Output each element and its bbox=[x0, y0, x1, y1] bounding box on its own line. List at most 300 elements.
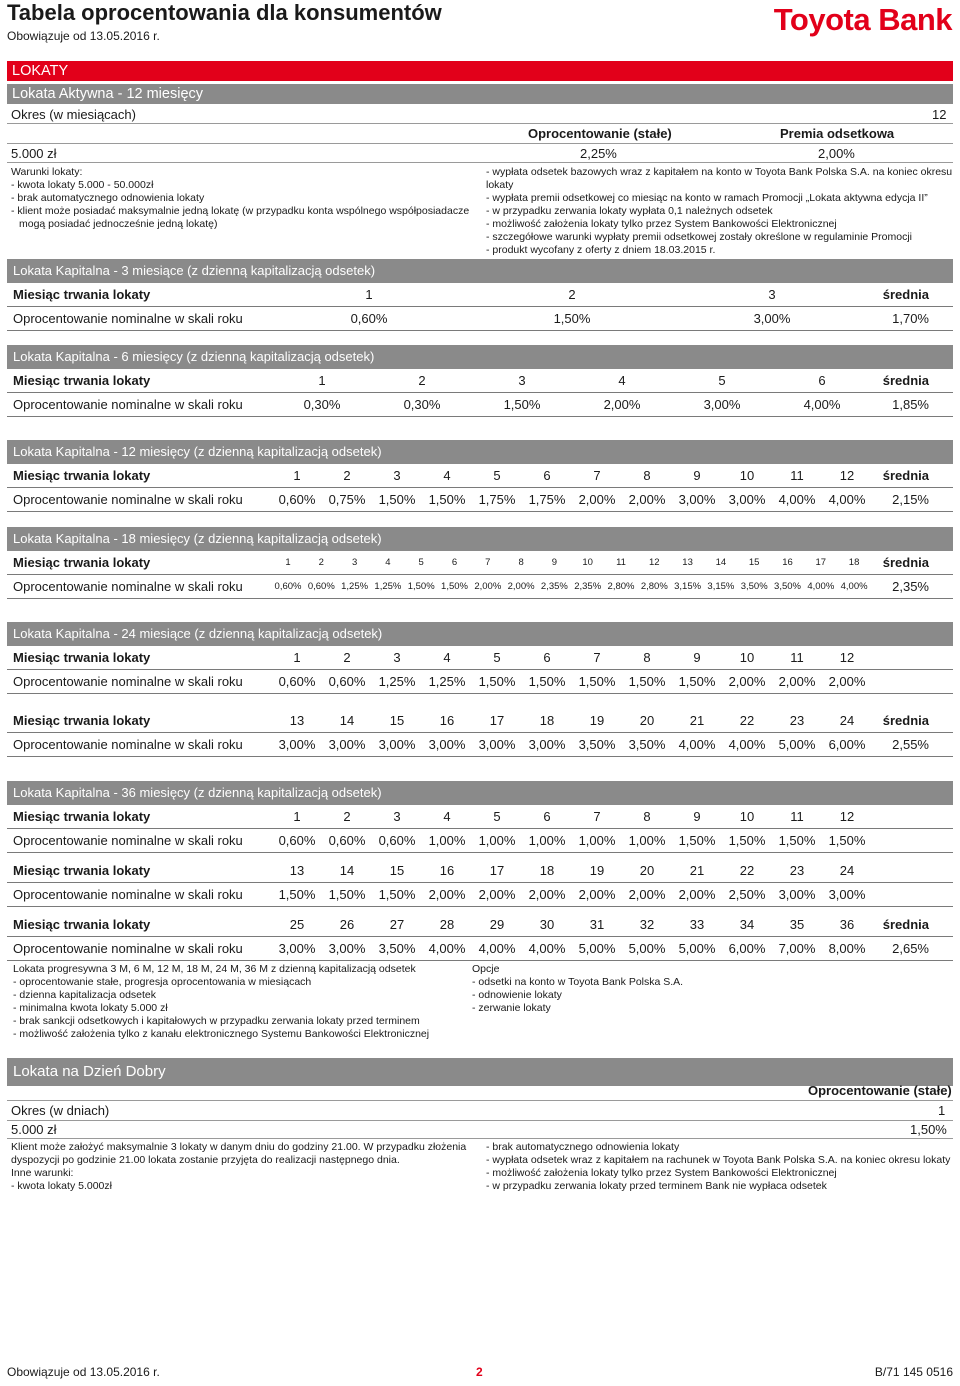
brand-logo: Toyota Bank bbox=[773, 2, 952, 37]
month-cell: 18 bbox=[539, 863, 555, 878]
month-cell: 12 bbox=[839, 809, 855, 824]
avg-value: 2,55% bbox=[892, 737, 929, 752]
note-line: - dzienna kapitalizacja odsetek bbox=[13, 989, 157, 1001]
month-cell: 1 bbox=[285, 557, 291, 568]
rate-cell: 2,00% bbox=[428, 887, 466, 902]
rate-cell: 6,00% bbox=[728, 941, 766, 956]
rate-cell: 3,50% bbox=[628, 737, 666, 752]
rate-cell: 2,80% bbox=[607, 581, 635, 592]
period-value: 1 bbox=[938, 1103, 946, 1118]
rate-cell: 0,60% bbox=[350, 311, 388, 326]
month-cell: 18 bbox=[539, 713, 555, 728]
month-cell: 2 bbox=[418, 373, 426, 388]
rate-cell: 1,25% bbox=[374, 581, 402, 592]
rate-row-label: Oprocentowanie nominalne w skali roku bbox=[13, 579, 243, 594]
month-row-label: Miesiąc trwania lokaty bbox=[13, 863, 151, 878]
month-cell: 5 bbox=[493, 809, 501, 824]
rate-row bbox=[7, 393, 953, 417]
month-cell: 3 bbox=[393, 809, 401, 824]
divider bbox=[7, 123, 953, 124]
amount-value: 5.000 zł bbox=[11, 1122, 57, 1137]
note-line: - brak automatycznego odnowienia lokaty bbox=[11, 192, 205, 204]
month-cell: 6 bbox=[543, 809, 551, 824]
month-cell: 2 bbox=[343, 809, 351, 824]
month-cell: 19 bbox=[589, 713, 605, 728]
month-cell: 14 bbox=[339, 713, 355, 728]
rate-cell: 3,00% bbox=[778, 887, 816, 902]
row-divider bbox=[7, 598, 953, 599]
note-line: - zerwanie lokaty bbox=[472, 1002, 551, 1014]
month-cell: 3 bbox=[393, 650, 401, 665]
note-line: - możliwość założenia lokaty tylko przez System Bankowości Elektronicznej bbox=[486, 1167, 837, 1179]
rate-cell: 2,00% bbox=[678, 887, 716, 902]
month-cell: 7 bbox=[593, 650, 601, 665]
rate-cell: 4,00% bbox=[428, 941, 466, 956]
rate-cell: 1,50% bbox=[378, 492, 416, 507]
avg-header: średnia bbox=[882, 917, 929, 932]
note-line: - kwota lokaty 5.000 - 50.000zł bbox=[11, 179, 154, 191]
rate-cell: 3,00% bbox=[753, 311, 791, 326]
month-cell: 11 bbox=[790, 650, 804, 665]
month-cell: 1 bbox=[293, 809, 301, 824]
rate-cell: 2,00% bbox=[478, 887, 516, 902]
month-cell: 35 bbox=[789, 917, 805, 932]
rate-row-label: Oprocentowanie nominalne w skali roku bbox=[13, 674, 243, 689]
rate-cell: 2,00% bbox=[474, 581, 502, 592]
month-row bbox=[7, 709, 953, 733]
note-line: - szczegółowe warunki wypłaty premii odsetkowej zostały określone w regulaminie Promocji bbox=[486, 231, 913, 243]
rate-cell: 3,50% bbox=[774, 581, 801, 592]
rate-cell: 2,00% bbox=[603, 397, 641, 412]
month-cell: 7 bbox=[485, 557, 491, 568]
period-label: Okres (w dniach) bbox=[11, 1103, 110, 1118]
rate-cell: 8,00% bbox=[828, 941, 866, 956]
rate-cell: 1,25% bbox=[428, 674, 466, 689]
month-cell: 1 bbox=[365, 287, 373, 302]
month-cell: 32 bbox=[639, 917, 655, 932]
rate-cell: 1,00% bbox=[428, 833, 466, 848]
month-cell: 6 bbox=[543, 650, 551, 665]
rate-cell: 0,60% bbox=[274, 581, 302, 592]
month-cell: 1 bbox=[293, 650, 301, 665]
month-cell: 16 bbox=[782, 557, 793, 568]
rate-value: 2,25% bbox=[580, 146, 617, 161]
month-row-label: Miesiąc trwania lokaty bbox=[13, 555, 151, 570]
rate-cell: 2,35% bbox=[540, 581, 568, 592]
rate-cell: 2,00% bbox=[628, 887, 666, 902]
rate-cell: 3,50% bbox=[578, 737, 616, 752]
period-value: 12 bbox=[932, 107, 947, 122]
row-divider bbox=[7, 416, 953, 417]
note-line: - wypłata odsetek wraz z kapitałem na rachunek w Toyota Bank Polska S.A. na koniec okresu lokaty bbox=[486, 1154, 951, 1166]
note-line: Warunki lokaty: bbox=[11, 166, 83, 178]
rate-cell: 1,25% bbox=[378, 674, 416, 689]
month-cell: 15 bbox=[748, 557, 760, 568]
rate-cell: 3,50% bbox=[740, 581, 768, 592]
month-cell: 16 bbox=[439, 863, 455, 878]
note-line: - wypłata odsetek bazowych wraz z kapitałem na konto w Toyota Bank Polska S.A. na koniec okresu lokaty bbox=[486, 166, 953, 191]
month-row bbox=[7, 646, 953, 670]
month-row-label: Miesiąc trwania lokaty bbox=[13, 713, 151, 728]
rate-cell: 1,50% bbox=[678, 833, 716, 848]
avg-value: 1,85% bbox=[892, 397, 929, 412]
rate-cell: 3,00% bbox=[328, 737, 366, 752]
rate-cell: 1,50% bbox=[553, 311, 591, 326]
rate-cell: 4,00% bbox=[803, 397, 841, 412]
month-cell: 25 bbox=[289, 917, 305, 932]
avg-value: 2,15% bbox=[892, 492, 929, 507]
rate-row-label: Oprocentowanie nominalne w skali roku bbox=[13, 833, 243, 848]
rate-row bbox=[7, 829, 953, 853]
note-line: Lokata progresywna 3 M, 6 M, 12 M, 18 M, 24 M, 36 M z dzienną kapitalizacją odsetek bbox=[13, 963, 416, 975]
rate-cell: 0,75% bbox=[328, 492, 366, 507]
rate-cell: 1,00% bbox=[628, 833, 666, 848]
rate-row bbox=[7, 488, 953, 512]
col-rate-header: Oprocentowanie (stałe) bbox=[808, 1083, 952, 1098]
divider bbox=[7, 1138, 953, 1139]
month-cell: 12 bbox=[839, 650, 855, 665]
month-cell: 14 bbox=[339, 863, 355, 878]
month-cell: 5 bbox=[493, 468, 501, 483]
note-line: - w przypadku zerwania lokaty wypłata 0,1 należnych odsetek bbox=[486, 205, 773, 217]
rate-cell: 1,75% bbox=[528, 492, 566, 507]
avg-header: średnia bbox=[882, 373, 929, 388]
rate-cell: 1,00% bbox=[478, 833, 516, 848]
month-cell: 2 bbox=[343, 650, 351, 665]
avg-header: średnia bbox=[882, 555, 929, 570]
month-cell: 22 bbox=[739, 863, 755, 878]
rate-cell: 1,50% bbox=[428, 492, 466, 507]
rate-cell: 1,50% bbox=[678, 674, 716, 689]
rate-cell: 0,60% bbox=[328, 674, 366, 689]
rate-cell: 0,30% bbox=[403, 397, 441, 412]
note-line: - wypłata premii odsetkowej co miesiąc na konto w ramach Promocji „Lokata aktywna edycja II” bbox=[486, 192, 928, 204]
row-divider bbox=[7, 852, 953, 853]
month-cell: 18 bbox=[848, 557, 860, 568]
rate-cell: 1,00% bbox=[578, 833, 616, 848]
rate-cell: 2,00% bbox=[578, 492, 616, 507]
rate-cell: 5,00% bbox=[778, 737, 816, 752]
rate-cell: 3,00% bbox=[428, 737, 466, 752]
rate-value: 1,50% bbox=[910, 1122, 947, 1137]
rate-cell: 1,50% bbox=[278, 887, 316, 902]
row-divider bbox=[7, 511, 953, 512]
rate-cell: 2,00% bbox=[828, 674, 866, 689]
section-bar-aktywna: Lokata Aktywna - 12 miesięcy bbox=[7, 84, 953, 104]
month-cell: 17 bbox=[815, 557, 827, 568]
amount-value: 5.000 zł bbox=[11, 146, 57, 161]
month-cell: 2 bbox=[343, 468, 351, 483]
month-cell: 2 bbox=[318, 557, 324, 568]
divider bbox=[7, 1120, 953, 1121]
rate-cell: 4,00% bbox=[828, 492, 866, 507]
month-cell: 4 bbox=[385, 557, 391, 568]
page-title: Tabela oprocentowania dla konsumentów bbox=[7, 0, 442, 25]
month-cell: 5 bbox=[718, 373, 726, 388]
rate-cell: 1,50% bbox=[441, 581, 468, 592]
avg-header: średnia bbox=[882, 468, 929, 483]
rate-cell: 0,60% bbox=[307, 581, 335, 592]
month-cell: 8 bbox=[643, 468, 651, 483]
rate-cell: 3,00% bbox=[378, 737, 416, 752]
rate-cell: 4,00% bbox=[478, 941, 516, 956]
month-cell: 4 bbox=[618, 373, 626, 388]
month-cell: 8 bbox=[643, 809, 651, 824]
rate-row-label: Oprocentowanie nominalne w skali roku bbox=[13, 311, 243, 326]
rate-cell: 2,50% bbox=[728, 887, 766, 902]
rate-cell: 2,00% bbox=[728, 674, 766, 689]
month-cell: 3 bbox=[393, 468, 401, 483]
rate-cell: 0,60% bbox=[378, 833, 416, 848]
month-row-label: Miesiąc trwania lokaty bbox=[13, 917, 151, 932]
month-cell: 9 bbox=[693, 809, 701, 824]
rate-cell: 3,00% bbox=[528, 737, 566, 752]
month-row-label: Miesiąc trwania lokaty bbox=[13, 287, 151, 302]
rate-cell: 2,00% bbox=[507, 581, 535, 592]
rate-row-label: Oprocentowanie nominalne w skali roku bbox=[13, 737, 243, 752]
rate-cell: 1,50% bbox=[578, 674, 616, 689]
rate-cell: 2,80% bbox=[640, 581, 668, 592]
month-cell: 7 bbox=[593, 809, 601, 824]
month-cell: 30 bbox=[539, 917, 555, 932]
notes-dzien-dobry-right bbox=[486, 1141, 954, 1193]
month-cell: 14 bbox=[715, 557, 727, 568]
month-row bbox=[7, 369, 953, 393]
note-line: - minimalna kwota lokaty 5.000 zł bbox=[13, 1002, 168, 1014]
rate-cell: 1,50% bbox=[328, 887, 366, 902]
rate-cell: 4,00% bbox=[807, 581, 835, 592]
divider bbox=[7, 1100, 953, 1101]
avg-value: 2,35% bbox=[892, 579, 929, 594]
avg-value: 1,70% bbox=[892, 311, 929, 326]
month-cell: 36 bbox=[839, 917, 855, 932]
section-bar-kapitalna: Lokata Kapitalna - 18 miesięcy (z dzienną kapitalizacją odsetek) bbox=[7, 527, 953, 551]
note-line: Opcje bbox=[472, 963, 500, 975]
row-divider bbox=[7, 756, 953, 757]
section-bar-lokaty: LOKATY bbox=[7, 61, 953, 81]
note-line: - klient może posiadać maksymalnie jedną lokatę (w przypadku konta wspólnego współposiadacze bbox=[11, 205, 470, 217]
month-cell: 17 bbox=[489, 863, 505, 878]
rate-cell: 5,00% bbox=[578, 941, 616, 956]
rate-cell: 1,75% bbox=[478, 492, 516, 507]
rate-cell: 3,00% bbox=[278, 737, 316, 752]
rate-cell: 0,60% bbox=[328, 833, 366, 848]
month-row bbox=[7, 283, 953, 307]
document-code: B/71 145 0516 bbox=[874, 1365, 953, 1379]
divider bbox=[7, 143, 953, 144]
row-divider bbox=[7, 906, 953, 907]
rate-cell: 4,00% bbox=[778, 492, 816, 507]
section-bar-kapitalna: Lokata Kapitalna - 3 miesiące (z dzienną kapitalizacją odsetek) bbox=[7, 259, 953, 283]
month-cell: 5 bbox=[418, 557, 424, 568]
month-cell: 33 bbox=[689, 917, 705, 932]
rate-cell: 2,00% bbox=[628, 492, 666, 507]
rate-cell: 4,00% bbox=[840, 581, 868, 592]
month-cell: 23 bbox=[789, 713, 805, 728]
note-line: Klient może założyć maksymalnie 3 lokaty w danym dniu do godziny 21.00. W przypadku złożenia bbox=[11, 1141, 467, 1153]
month-cell: 3 bbox=[518, 373, 526, 388]
rate-cell: 4,00% bbox=[678, 737, 716, 752]
rate-row bbox=[7, 307, 953, 331]
month-row-label: Miesiąc trwania lokaty bbox=[13, 650, 151, 665]
rate-cell: 3,15% bbox=[674, 581, 702, 592]
month-cell: 29 bbox=[489, 917, 505, 932]
note-line: Inne warunki: bbox=[11, 1167, 74, 1179]
rate-cell: 1,50% bbox=[503, 397, 541, 412]
month-cell: 15 bbox=[389, 713, 405, 728]
rate-row-label: Oprocentowanie nominalne w skali roku bbox=[13, 492, 243, 507]
section-bar-kapitalna: Lokata Kapitalna - 36 miesięcy (z dzienną kapitalizacją odsetek) bbox=[7, 781, 953, 805]
rate-cell: 3,00% bbox=[678, 492, 716, 507]
rate-cell: 1,50% bbox=[778, 833, 816, 848]
rate-cell: 5,00% bbox=[678, 941, 716, 956]
month-cell: 24 bbox=[839, 713, 855, 728]
avg-header: średnia bbox=[882, 713, 929, 728]
note-line: - możliwość założenia tylko z kanału elektronicznego Systemu Bankowości Elektronicznej bbox=[13, 1028, 430, 1040]
rate-cell: 1,50% bbox=[528, 674, 566, 689]
col-bonus-header: Premia odsetkowa bbox=[780, 126, 895, 141]
rate-cell: 2,00% bbox=[528, 887, 566, 902]
month-cell: 9 bbox=[551, 557, 558, 568]
rate-cell: 1,50% bbox=[728, 833, 766, 848]
rate-row bbox=[7, 883, 953, 907]
row-divider bbox=[7, 693, 953, 694]
rate-row-label: Oprocentowanie nominalne w skali roku bbox=[13, 941, 243, 956]
month-cell: 1 bbox=[293, 468, 301, 483]
rate-cell: 0,30% bbox=[303, 397, 341, 412]
rate-cell: 3,00% bbox=[728, 492, 766, 507]
month-cell: 9 bbox=[693, 468, 701, 483]
month-cell: 21 bbox=[689, 713, 705, 728]
rate-cell: 3,15% bbox=[707, 581, 735, 592]
section-bar-kapitalna: Lokata Kapitalna - 12 miesięcy (z dzienną kapitalizacją odsetek) bbox=[7, 440, 953, 464]
row-divider bbox=[7, 960, 953, 961]
rate-cell: 2,00% bbox=[578, 887, 616, 902]
month-cell: 1 bbox=[318, 373, 326, 388]
note-line: - produkt wycofany z oferty z dniem 18.03.2015 r. bbox=[486, 244, 716, 256]
rate-cell: 3,00% bbox=[703, 397, 741, 412]
month-cell: 5 bbox=[493, 650, 501, 665]
rate-cell: 1,50% bbox=[478, 674, 516, 689]
month-cell: 27 bbox=[389, 917, 405, 932]
month-cell: 17 bbox=[489, 713, 505, 728]
month-row bbox=[7, 805, 953, 829]
note-line: - w przypadku zerwania lokaty przed terminem Bank nie wypłaca odsetek bbox=[486, 1180, 827, 1192]
month-row bbox=[7, 859, 953, 883]
month-row bbox=[7, 551, 953, 575]
month-cell: 7 bbox=[593, 468, 601, 483]
month-cell: 10 bbox=[582, 557, 593, 568]
rate-row-label: Oprocentowanie nominalne w skali roku bbox=[13, 887, 243, 902]
month-cell: 2 bbox=[568, 287, 576, 302]
rate-cell: 3,00% bbox=[278, 941, 316, 956]
month-row-label: Miesiąc trwania lokaty bbox=[13, 373, 151, 388]
rate-cell: 0,60% bbox=[278, 833, 316, 848]
rate-row-label: Oprocentowanie nominalne w skali roku bbox=[13, 397, 243, 412]
note-line: mogą posiadać jednocześnie jedną lokatę) bbox=[19, 218, 218, 230]
month-cell: 10 bbox=[739, 650, 755, 665]
rate-cell: 1,50% bbox=[407, 581, 435, 592]
rate-row bbox=[7, 937, 953, 961]
notes-progressive bbox=[13, 963, 463, 1041]
rate-cell: 4,00% bbox=[528, 941, 566, 956]
rate-cell: 1,50% bbox=[828, 833, 866, 848]
rate-cell: 1,25% bbox=[341, 581, 369, 592]
avg-header: średnia bbox=[882, 287, 929, 302]
bonus-value: 2,00% bbox=[818, 146, 855, 161]
month-row-label: Miesiąc trwania lokaty bbox=[13, 809, 151, 824]
note-line: - odnowienie lokaty bbox=[472, 989, 562, 1001]
month-cell: 6 bbox=[818, 373, 826, 388]
divider bbox=[7, 162, 953, 163]
month-cell: 20 bbox=[639, 863, 655, 878]
note-line: - brak automatycznego odnowienia lokaty bbox=[486, 1141, 680, 1153]
month-cell: 16 bbox=[439, 713, 455, 728]
note-line: - możliwość założenia lokaty tylko przez System Bankowości Elektronicznej bbox=[486, 218, 837, 230]
month-cell: 26 bbox=[339, 917, 355, 932]
month-cell: 4 bbox=[443, 809, 451, 824]
month-cell: 6 bbox=[451, 557, 458, 568]
note-line: - kwota lokaty 5.000zł bbox=[11, 1180, 112, 1192]
month-cell: 19 bbox=[589, 863, 605, 878]
month-cell: 3 bbox=[768, 287, 776, 302]
note-line: dyspozycji po godzinie 21.00 lokata zostanie przyjęta do realizacji następnego dnia. bbox=[11, 1154, 400, 1166]
period-label: Okres (w miesiącach) bbox=[11, 107, 136, 122]
effective-date: Obowiązuje od 13.05.2016 r. bbox=[7, 29, 160, 43]
note-line: - brak sankcji odsetkowych i kapitałowych w przypadku zerwania lokaty przed terminem bbox=[13, 1015, 420, 1027]
month-cell: 9 bbox=[693, 650, 701, 665]
section-bar-kapitalna: Lokata Kapitalna - 6 miesięcy (z dzienną kapitalizacją odsetek) bbox=[7, 345, 953, 369]
month-cell: 11 bbox=[790, 809, 804, 824]
month-cell: 21 bbox=[689, 863, 705, 878]
section-bar-kapitalna: Lokata Kapitalna - 24 miesiące (z dzienną kapitalizacją odsetek) bbox=[7, 622, 953, 646]
note-line: - odsetki na konto w Toyota Bank Polska S.A. bbox=[472, 976, 684, 988]
page-number: 2 bbox=[476, 1365, 483, 1379]
rate-cell: 2,35% bbox=[574, 581, 602, 592]
month-cell: 3 bbox=[351, 557, 358, 568]
month-cell: 22 bbox=[739, 713, 755, 728]
rate-cell: 6,00% bbox=[828, 737, 866, 752]
month-cell: 13 bbox=[289, 863, 305, 878]
month-row bbox=[7, 913, 953, 937]
month-cell: 12 bbox=[839, 468, 855, 483]
rate-cell: 3,50% bbox=[378, 941, 416, 956]
rate-cell: 2,00% bbox=[778, 674, 816, 689]
month-cell: 24 bbox=[839, 863, 855, 878]
footer-effective: Obowiązuje od 13.05.2016 r. bbox=[7, 1365, 160, 1379]
month-cell: 20 bbox=[639, 713, 655, 728]
month-cell: 4 bbox=[443, 650, 451, 665]
notes-options bbox=[472, 963, 772, 1015]
rate-cell: 1,50% bbox=[378, 887, 416, 902]
month-cell: 15 bbox=[389, 863, 405, 878]
col-rate-header: Oprocentowanie (stałe) bbox=[528, 126, 672, 141]
month-cell: 31 bbox=[589, 917, 605, 932]
month-cell: 23 bbox=[789, 863, 805, 878]
note-line: - oprocentowanie stałe, progresja oprocentowania w miesiącach bbox=[13, 976, 312, 988]
notes-aktywna-left bbox=[11, 166, 471, 231]
rate-row bbox=[7, 575, 953, 599]
month-cell: 34 bbox=[739, 917, 755, 932]
month-cell: 11 bbox=[616, 557, 626, 568]
rate-cell: 4,00% bbox=[728, 737, 766, 752]
row-divider bbox=[7, 330, 953, 331]
notes-aktywna-right bbox=[486, 166, 954, 257]
rate-cell: 7,00% bbox=[778, 941, 816, 956]
month-cell: 12 bbox=[649, 557, 660, 568]
rate-cell: 3,00% bbox=[478, 737, 516, 752]
month-cell: 28 bbox=[439, 917, 455, 932]
